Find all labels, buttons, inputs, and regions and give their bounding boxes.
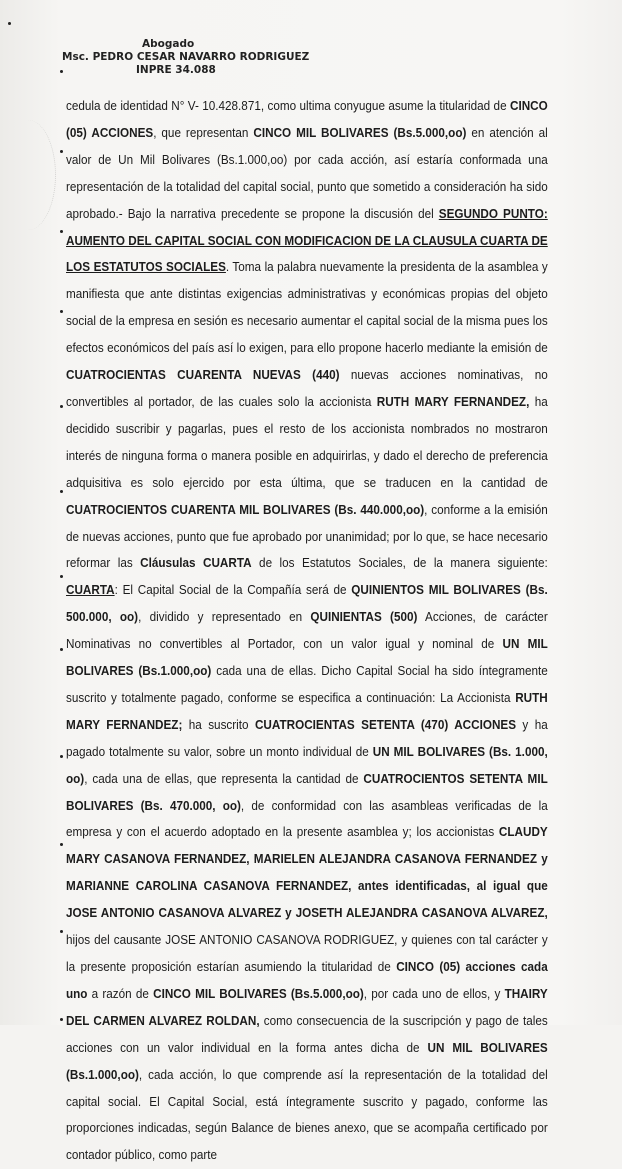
body-paragraph: cedula de identidad N° V- 10.428.871, como ultima conyugue asume la titularidad de CINCO (05) ACCIONES, que representan CINCO MIL BOLIVARES (Bs.5.000,oo) en atención al valor de Un Mil Bolivares (Bs.1.000,oo) por cada acción, así estaría conformada una representación de la totalidad del capital social, punto que sometido a consideración ha sido aprobado.- Bajo la narrativa precedente se propone la discusión del SEGUNDO PUNTO: AUMENTO DEL CAPITAL SOCIAL CON MODIFICACION DE LA CLAUSULA CUARTA DE LOS ESTATUTOS SOCIALES. Toma la palabra nuevamente la presidenta de la asamblea y manifiesta que ante distintas exigencias administrativas y económicas propias del objeto social de la empresa en sesión es necesario aumentar el capital social de la misma pues los efectos económicos del país así lo exigen, para ello propone hacerlo mediante la emisión de CUATROCIENTAS CUARENTA NUEVAS (440) nuevas acciones nominativas, no convertibles al portador, de las cuales solo la accionista RUTH MARY FERNANDEZ, ha decidido suscribir y pagarlas, pues el resto de los accionista nombrados no mostraron interés de ninguna forma o manera posible en adquirirlas, y dado el derecho de preferencia adquisitiva es solo ejercido por esta última, que se traducen en la cantidad de CUATROCIENTOS CUARENTA MIL BOLIVARES (Bs. 440.000,oo), conforme a la emisión de nuevas acciones, punto que fue aprobado por unanimidad; por lo que, se hace necesario reformar las Cláusulas CUARTA de los Estatutos Sociales, de la manera siguiente: CUARTA: El Capital Social de la Compañía será de QUINIENTOS MIL BOLIVARES (Bs. 500.000, oo), dividido y representado en QUINIENTAS (500) Acciones, de carácter Nominativas no convertibles al Portador, con un valor igual y nominal de UN MIL BOLIVARES (Bs.1.000,oo) cada una de ellas. Dicho Capital Social ha sido íntegramente suscrito y totalmente pagado, conforme se especifica a continuación: La Accionista RUTH MARY FERNANDEZ; ha suscrito CUATROCIENTAS SETENTA (470) ACCIONES y ha pagado totalmente su valor, sobre un monto individual de UN MIL BOLIVARES (Bs. 1.000, oo), cada una de ellas, que representa la cantidad de CUATROCIENTOS SETENTA MIL BOLIVARES (Bs. 470.000, oo), de conformidad con las asambleas verificadas de la empresa y con el acuerdo adoptado en la presente asamblea y; los accionistas CLAUDY MARY CASANOVA FERNANDEZ, MARIELEN ALEJANDRA CASANOVA FERNANDEZ y MARIANNE CAROLINA CASANOVA FERNANDEZ, antes identificadas, al igual que JOSE ANTONIO CASANOVA ALVAREZ y JOSETH ALEJANDRA CASANOVA ALVAREZ, hijos del causante JOSE ANTONIO CASANOVA RODRIGUEZ, y quienes con tal carácter y la presente proposición estarían asumiendo la titularidad de CINCO (05) acciones cada uno a razón de CINCO MIL BOLIVARES (Bs.5.000,oo), por cada uno de ellos, y THAIRY DEL CARMEN ALVAREZ ROLDAN, como consecuencia de la suscripción y pago de tales acciones con un valor individual en la forma antes dicha de UN MIL BOLIVARES (Bs.1.000,oo), cada acción, lo que comprende así la representación de la totalidad del capital social. El Capital Social, está íntegramente suscrito y pagado, conforme las proporciones indicadas, según Balance de bienes anexo, que se acompaña certificado por contador público, como parte — [66, 99, 548, 1163]
margin-dot — [60, 490, 63, 493]
letterhead-name: Msc. PEDRO CESAR NAVARRO RODRIGUEZ — [62, 51, 310, 63]
margin-dot — [60, 843, 63, 846]
document-body — [66, 93, 548, 1169]
clause-title: CUARTA — [66, 583, 115, 598]
margin-dot — [60, 755, 63, 758]
letterhead-title: Abogado — [142, 38, 195, 50]
letterhead — [58, 38, 318, 77]
agenda-item-title: SEGUNDO PUNTO: AUMENTO DEL CAPITAL SOCIAL CON MODIFICACION DE LA CLAUSULA CUARTA DE LOS ESTATUTOS SOCIALES — [66, 206, 548, 275]
margin-dot — [60, 405, 63, 408]
margin-dot — [60, 230, 63, 233]
margin-dot — [8, 22, 11, 25]
margin-dot — [60, 70, 63, 73]
margin-dot — [60, 575, 63, 578]
margin-dot — [60, 310, 63, 313]
margin-dot — [60, 648, 63, 651]
margin-dot — [60, 150, 63, 153]
faint-stamp — [0, 120, 56, 230]
letterhead-inpre: INPRE 34.088 — [136, 64, 216, 76]
margin-dot — [60, 930, 63, 933]
margin-dot — [60, 1018, 63, 1021]
